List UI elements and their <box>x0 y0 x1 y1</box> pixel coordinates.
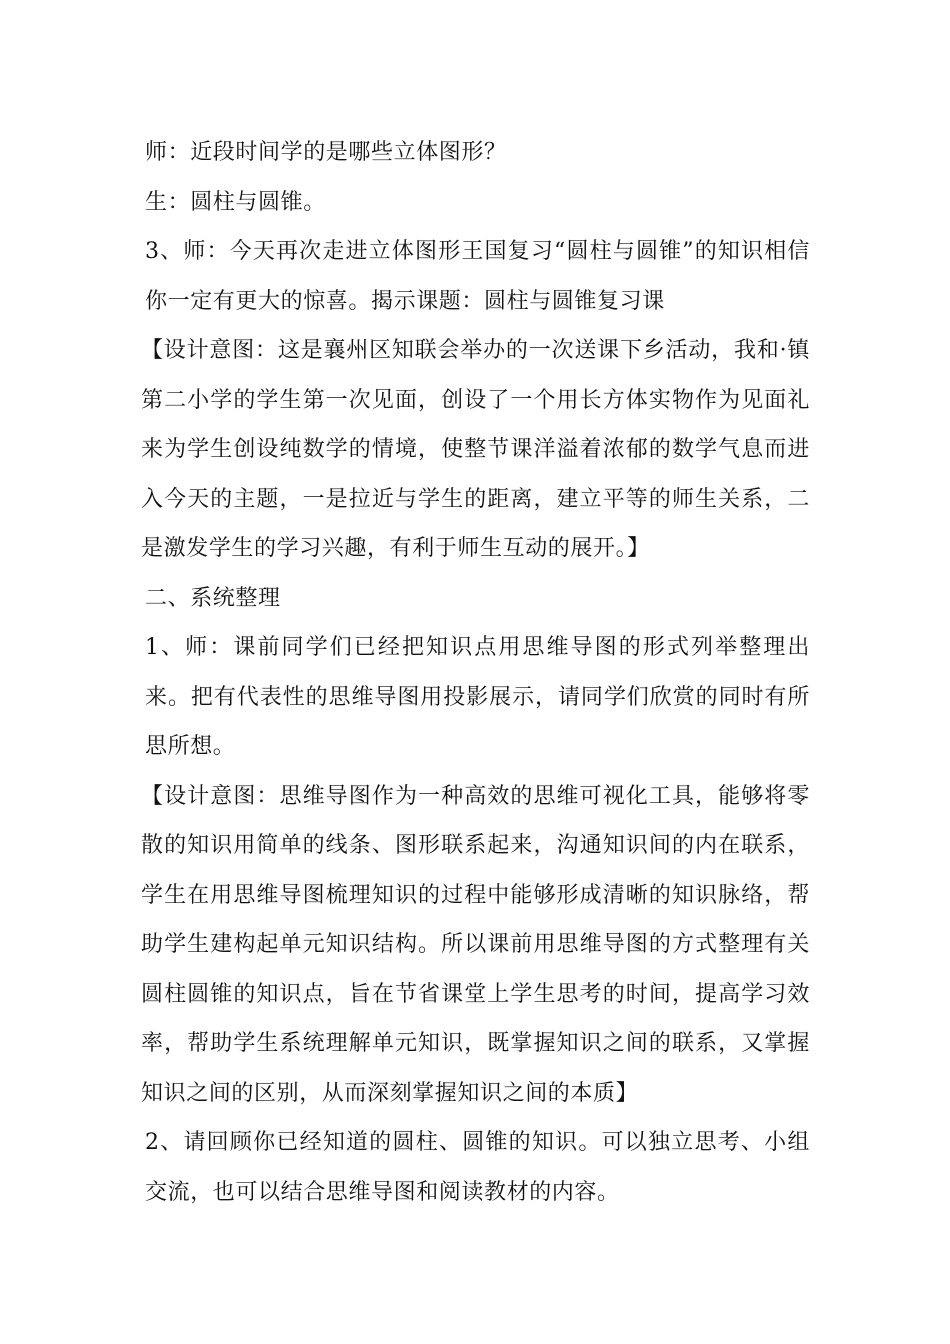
dialogue-teacher-question: 师：近段时间学的是哪些立体图形？ <box>145 140 507 165</box>
step-1-paragraph: 1、师：课前同学们已经把知识点用思维导图的形式列举整理出来。把有代表性的思维导图用投影展示，请同学们欣赏的同时有所思所想。 <box>145 635 810 759</box>
dialogue-student-answer: 生：圆柱与圆锥。 <box>145 189 326 215</box>
step-3-paragraph: 3、师：今天再次走进立体图形王国复习“圆柱与圆锥”的知识相信你一定有更大的惊喜。揭示课题：圆柱与圆锥复习课 <box>145 239 810 314</box>
section-heading-system-review: 二、系统整理 <box>145 585 281 611</box>
design-intent-paragraph-2: 【设计意图：思维导图作为一种高效的思维可视化工具，能够将零散的知识用简单的线条、图形联系起来，沟通知识间的内在联系，学生在用思维导图梳理知识的过程中能够形成清晰的知识脉络，帮助学生建构起单元知识结构。所以课前用思维导图的方式整理有关圆柱圆锥的知识点，旨在节省课堂上学生思考的时间，提高学习效率，帮助学生系统理解单元知识，既掌握知识之间的联系，又掌握知识之间的区别，从而深刻掌握知识之间的本质】 <box>141 783 810 1106</box>
design-intent-paragraph-1: 【设计意图：这是襄州区知联会举办的一次送课下乡活动，我和·镇第二小学的学生第一次见面，创设了一个用长方体实物作为见面礼来为学生创设纯数学的情境，使整节课洋溢着浓郁的数学气息而进入今天的主题，一是拉近与学生的距离，建立平等的师生关系，二是激发学生的学习兴趣，有利于师生互动的展开。】 <box>141 338 810 561</box>
step-2-paragraph: 2、请回顾你已经知道的圆柱、圆锥的知识。可以独立思考、小组交流，也可以结合思维导图和阅读教材的内容。 <box>145 1130 810 1205</box>
document-body <box>141 128 810 1217</box>
